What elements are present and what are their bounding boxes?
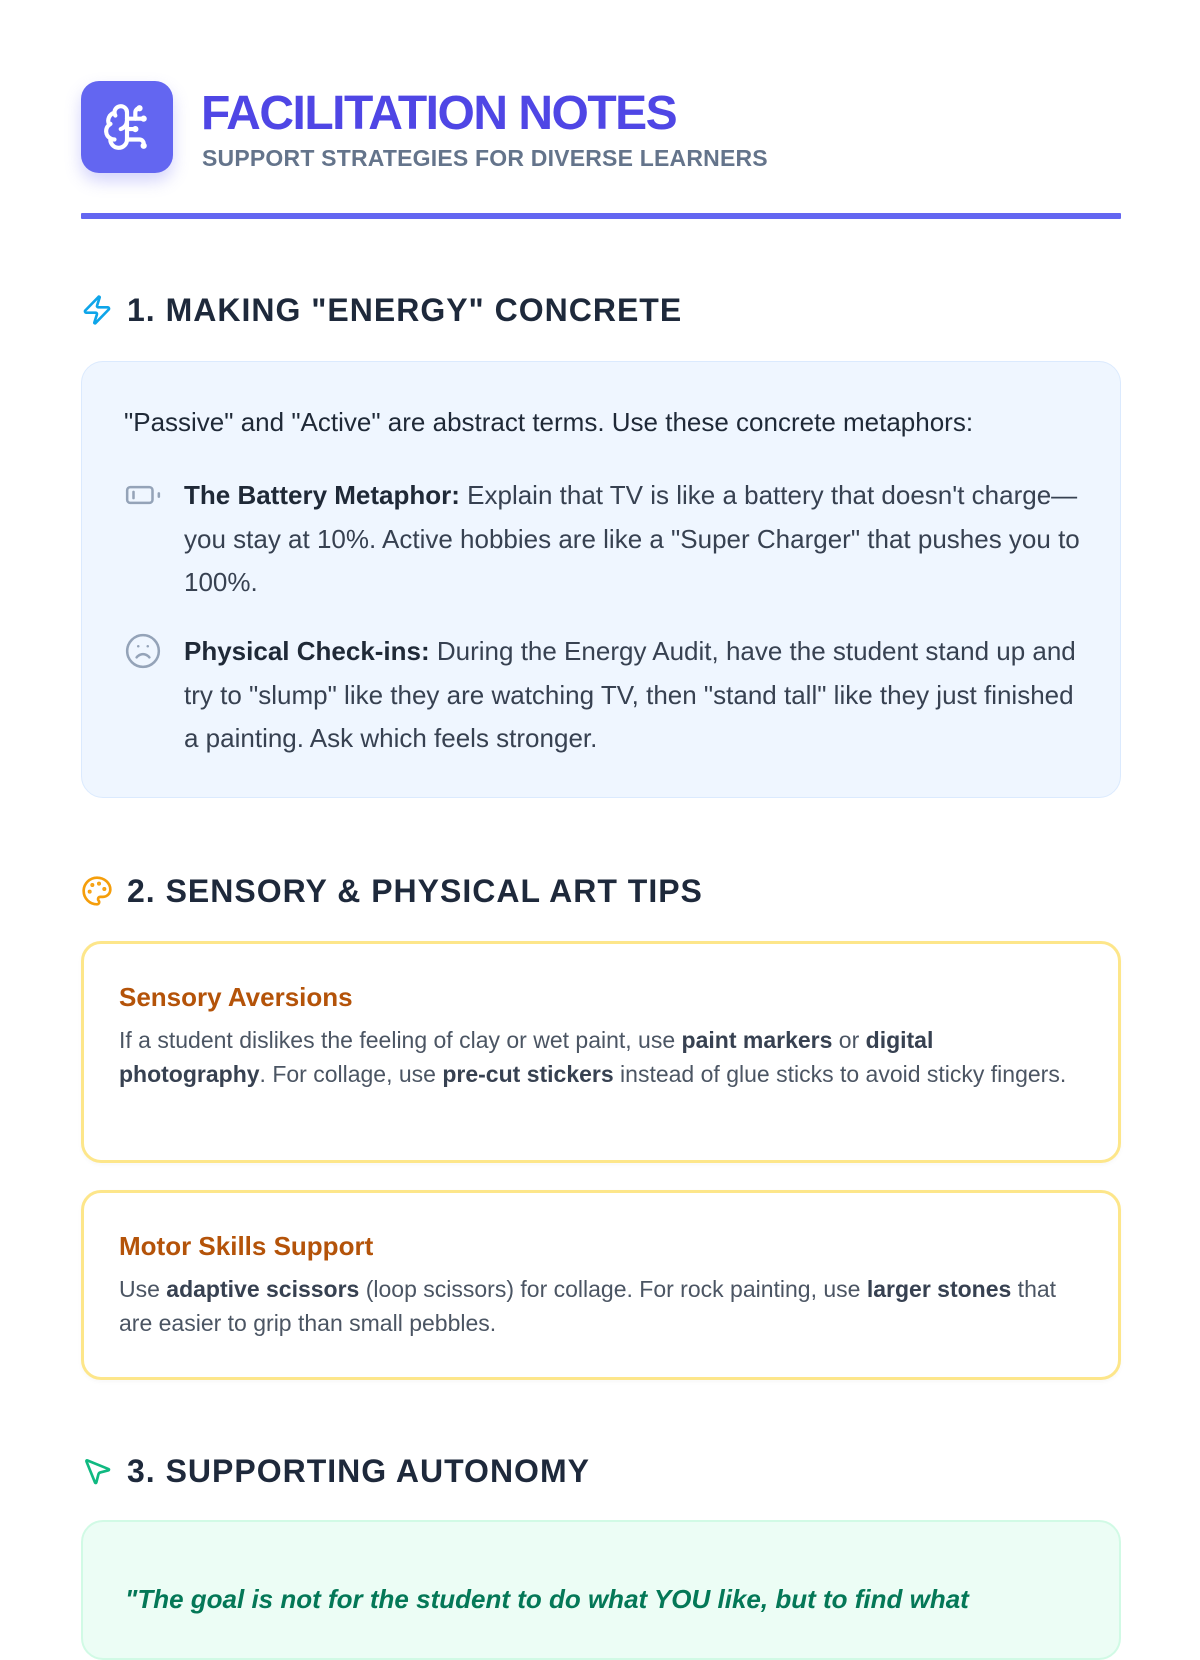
section-heading-energy <box>81 288 682 332</box>
battery-icon <box>124 476 162 514</box>
section-title: 1. MAKING "ENERGY" CONCRETE <box>127 291 683 328</box>
list-item-text <box>184 630 1084 761</box>
header-divider <box>81 213 1121 219</box>
cursor-arrow-icon <box>81 1455 113 1487</box>
emphasis: pre-cut stickers <box>442 1060 614 1087</box>
item-description: During the Energy Audit, have the student stand up and try to "slump" like they are watching TV, then "stand tall" like they just finished a painting. Ask which feels stronger. <box>184 636 1076 753</box>
page-subtitle: SUPPORT STRATEGIES FOR DIVERSE LEARNERS <box>202 145 768 171</box>
text-run: If a student dislikes the feeling of clay or wet paint, use <box>119 1027 682 1053</box>
section-title: 2. SENSORY & PHYSICAL ART TIPS <box>127 872 703 909</box>
autonomy-quote-card <box>81 1520 1121 1660</box>
item-description: Explain that TV is like a battery that doesn't charge—you stay at 10%. Active hobbies are like a "Super Charger" that pushes you to 100%. <box>184 480 1080 597</box>
list-item-battery <box>124 474 1084 614</box>
text-run: (loop scissors) for collage. For rock painting, use <box>359 1276 867 1302</box>
text-run: instead of glue sticks to avoid sticky fingers. <box>613 1060 1067 1087</box>
section-heading-autonomy <box>81 1449 590 1493</box>
energy-metaphors-card <box>81 361 1121 798</box>
lightning-icon <box>81 294 113 326</box>
palette-icon <box>81 875 113 907</box>
emphasis: digital photography <box>119 1027 934 1087</box>
item-label: Physical Check-ins: <box>184 636 430 666</box>
tip-card-body <box>119 1024 1079 1091</box>
tip-card-body <box>119 1273 1079 1340</box>
autonomy-quote: "The goal is not for the student to do what YOU like, but to find what <box>125 1584 969 1614</box>
brain-circuit-icon <box>81 81 173 173</box>
text-run: that are easier to grip than small pebbles. <box>119 1276 1057 1336</box>
card-intro: "Passive" and "Active" are abstract terms. Use these concrete metaphors: <box>124 407 974 437</box>
page-title: FACILITATION NOTES <box>201 87 677 140</box>
emphasis: paint markers <box>681 1027 833 1053</box>
section-heading-art-tips <box>81 869 703 913</box>
text-run: Use <box>119 1276 167 1302</box>
list-item-check-ins <box>124 630 1084 770</box>
frown-face-icon <box>124 632 162 670</box>
section-title: 3. SUPPORTING AUTONOMY <box>127 1452 590 1489</box>
list-item-text <box>184 474 1084 605</box>
tip-card-title: Sensory Aversions <box>119 982 353 1012</box>
item-label: The Battery Metaphor: <box>184 480 460 510</box>
emphasis: adaptive scissors <box>166 1276 360 1302</box>
text-run: . For collage, use <box>259 1060 443 1087</box>
tip-card-motor-skills <box>81 1190 1121 1380</box>
tip-card-title: Motor Skills Support <box>119 1231 374 1261</box>
text-run: or <box>832 1027 866 1053</box>
emphasis: larger stones <box>866 1276 1012 1302</box>
tip-card-sensory <box>81 941 1121 1163</box>
page-header <box>81 81 1121 221</box>
